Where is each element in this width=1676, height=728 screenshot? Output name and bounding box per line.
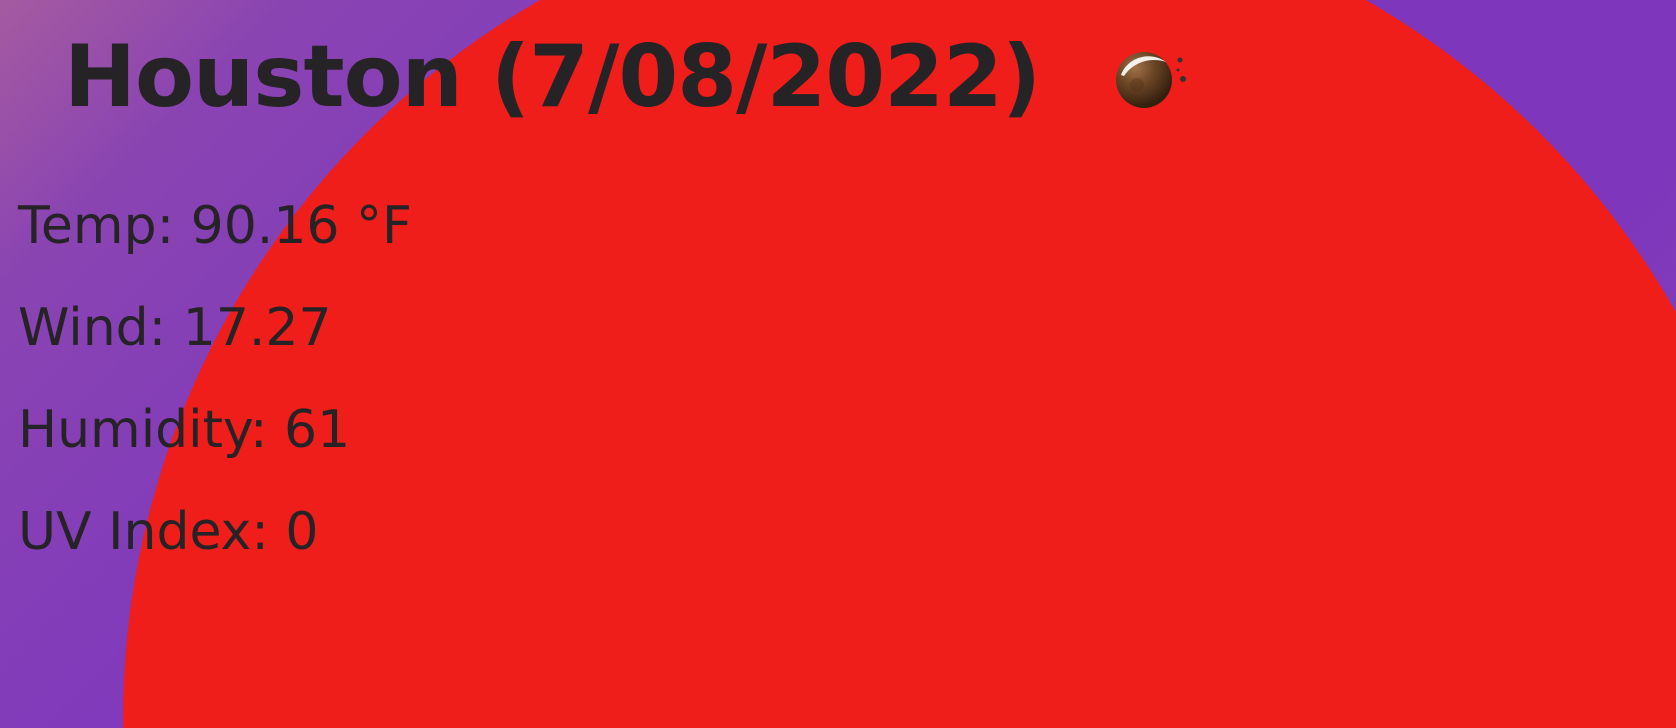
weather-condition-icon [1110,37,1200,117]
humidity-text: Humidity: 61 [18,400,351,460]
city-date-title: Houston (7/08/2022) [64,27,1041,127]
wind-text: Wind: 17.27 [18,298,332,358]
moon-icon [1110,37,1200,117]
weather-stats [18,194,412,602]
uv-index-text: UV Index: 0 [18,502,319,562]
current-weather-header [64,22,1200,132]
temperature-text: Temp: 90.16 °F [18,196,412,256]
